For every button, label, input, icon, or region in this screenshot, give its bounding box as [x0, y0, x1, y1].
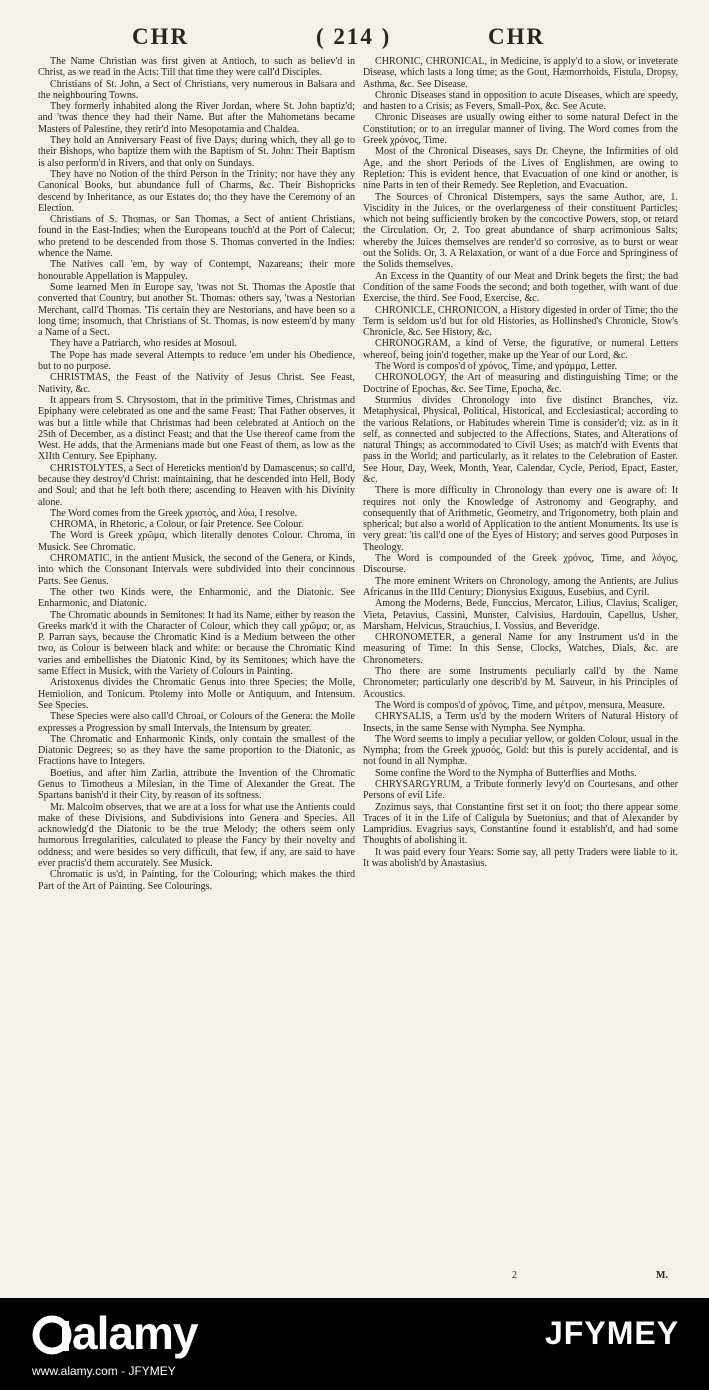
paragraph: The other two Kinds were, the Enharmonic, and the Diatonic. See Enharmonic, and Diatonic.: [38, 586, 355, 610]
entry-christmas: CHRISTMAS, the Feast of the Nativity of Jesus Christ. See Feast, Nativity, &c.: [38, 372, 355, 395]
alamy-logo: [32, 1306, 197, 1360]
paragraph: They have a Patriarch, who resides at Mosoul.: [50, 338, 237, 350]
paragraph: Most of the Chronical Diseases, says Dr. Cheyne, the Infirmities of old Age, and the short Periods of the Lives of Englishmen, are owing to Repletion: This is evident hence, that Evacuation of one kind or another, is nine Parts in ten of their Remedy. See Repletion, and Evacuation.: [363, 146, 678, 192]
paragraph: An Excess in the Quantity of our Meat and Drink begets the first; the bad Condition of the same Foods the second; and both together, with want of due Exercise, the third. See Food, Exercise, &c.: [363, 270, 678, 305]
entry-chrysalis: CHRYSALIS, a Term us'd by the modern Writers of Natural History of Insects, in the same Sense with Nympha. See Nympha.: [363, 711, 678, 734]
paragraph: They have no Notion of the third Person in the Trinity; nor have they any Canonical Books, but abundance full of Charms, &c. Their Bishopricks descend by Inheritance, as our Estates do; tho they have the Ceremony of an Election.: [38, 168, 355, 214]
paragraph: They formerly inhabited along the River Jordan, where St. John baptiz'd; and 'twas thence they had their Name. But after the Mahometans became Masters of Palestine, they retir'd into Mesopotamia and Chaldea.: [38, 101, 355, 135]
paragraph: The Word is compos'd of χρόνος, Time, and γράμμα, Letter.: [375, 361, 618, 373]
paragraph: It was paid every four Years: Some say, all petty Traders were liable to it. It was abolish'd by Anastasius.: [363, 846, 678, 870]
running-header: [0, 24, 709, 54]
entry-christolytes: CHRISTOLYTES, a Sect of Hereticks mention'd by Damascenus; so call'd, because they destroy'd Christ: maintaining, that he descended into Hell, Body and Soul; and that he left both there; ascending to Heaven with his Divinity alone.: [38, 462, 355, 508]
paragraph: There is more difficulty in Chronology than every one is aware of: It requires not only the Knowledge of Astronomy and Geography, and consequently that of Arithmetic, Geometry, and Trigonometry, both plain and spherical; but also a world of Application to the antient Monuments. Its use is very great: 'tis call'd one of the Eyes of History; and serves good Purposes in Theology.: [363, 485, 678, 553]
paragraph: The Word is compounded of the Greek χρόνος, Time, and λόγος, Discourse.: [363, 553, 678, 576]
paragraph: Christians of St. John, a Sect of Christians, very numerous in Balsara and the neighbouring Towns.: [38, 78, 355, 101]
paragraph: Christians of S. Thomas, or San Thomas, a Sect of antient Christians, found in the East-Indies; when the Europeans touch'd at the Port of Calecut; who pretend to be descended from those S. Thomas converted in the Indies: whence the Name.: [38, 214, 355, 260]
paragraph: The Sources of Chronical Distempers, says the same Author, are, 1. Viscidity in the Juices, or the overlargeness of their constituent Particles; which not being sufficiently broken by the concoctive Powers, stop, or retard the Circulation. Or, 2. Too great abundance of sharp acrimonious Salts; whereby the Juices themselves are render'd so corrosive, as to burst or wear out the Solids. Or, 3. A Relaxation, or want of a due Force and Springiness of the Solids themselves.: [363, 191, 678, 271]
paragraph: The Natives call 'em, by way of Contempt, Nazareans; their more honourable Appellation is Mappuley.: [38, 259, 355, 282]
paragraph: They hold an Anniversary Feast of five Days; during which, they all go to their Bishops, who baptize them with the Baptism of St. John: Their Baptism is also perform'd in Rivers, and that only on Sundays.: [38, 135, 355, 169]
entry-chronometer: CHRONOMETER, a general Name for any Instrument us'd in the measuring of Time: In this Sense, Clocks, Watches, Dials, &c. are Chronometers.: [363, 632, 678, 666]
paragraph: Sturmius divides Chronology into five distinct Branches, viz. Metaphysical, Physical, Political, Historical, and Ecclesiastical; according to the various Relations, or Habitudes wherein Time is consider'd; viz. as in it self, as connected and subjected to the Affections, States, and Alterations of natural Things; as accommodated to Civil Uses; as match'd with Events that pass in the World; and particularly, as it relates to the Celebration of Easter. See Hour, Day, Week, Month, Year, Calendar, Cycle, Period, Epact, Easter, &c.: [363, 394, 678, 485]
paragraph: Chronic Diseases stand in opposition to acute Diseases, which are speedy, and hasten to a Crisis; as Fevers, Small-Pox, &c. See Acute.: [363, 89, 678, 113]
paragraph: Aristoxenus divides the Chromatic Genus into three Species; the Molle, Hemiolion, and Tonicum. Ptolemy into Molle or Antiquum, and Intensum. See Species.: [38, 677, 355, 711]
paragraph: The Pope has made several Attempts to reduce 'em under his Obedience, but to no purpose.: [38, 349, 355, 373]
watermark-banner: [0, 1298, 709, 1390]
entry-chronicle: CHRONICLE, CHRONICON, a History digested in order of Time; tho the Term is seldom us'd but for old Histories, as Hollinshed's Chronicle, Stow's Chronicle, &c. See History, &c.: [363, 304, 678, 339]
paragraph: Mr. Malcolm observes, that we are at a loss for what use the Antients could make of these Divisions, and Subdivisions into Genera and Species. All acknowledg'd the Diatonic to be the true Melody; the others seem only humorous Irregularities, calculated to please the Fancy by their novelty and oddness; and were besides so very difficult, that few, if any, are said to have ever practis'd them accurately. See Musick.: [38, 801, 355, 870]
paragraph: The Word is Greek χρῶμα, which literally denotes Colour. Chroma, in Musick. See Chromatic.: [38, 530, 355, 553]
paragraph: Chromatic is us'd, in Painting, for the Colouring; which makes the third Part of the Art of Painting. See Colourings.: [38, 869, 355, 892]
signature-mark: 2: [512, 1270, 517, 1281]
paragraph: The Chromatic abounds in Semitones: It had its Name, either by reason the Greeks mark'd it with the Character of Colour, which they call χρῶμα; or, as P. Parran says, because the Chromatic Kind is a Medium between the other two, as Colour is between black and white: or because the Chromatic Kind varies and embellishes the Diatonic Kind, by its Semitones; which have the same Effect in Musick, with the Variety of Colours in Painting.: [38, 609, 355, 678]
image-code: JFYMEY: [545, 1315, 680, 1351]
paragraph: Some confine the Word to the Nympha of Butterflies and Moths.: [375, 767, 637, 779]
paragraph: Among the Moderns, Bede, Funccius, Mercator, Lilius, Clavius, Scaliger, Vieta, Petavius, Cassini, Munster, Calvisius, Hardouin, Capellus, Usher, Marsham, Helvicus, Strauchius, I. Vossius, and Beveridge.: [363, 598, 678, 632]
entry-chrysargyrum: CHRYSARGYRUM, a Tribute formerly levy'd on Courtesans, and other Persons of evil Life.: [363, 779, 678, 802]
paragraph: It appears from S. Chrysostom, that in the primitive Times, Christmas and Epiphany were celebrated as one and the same Feast: That Father observes, it was but a little while that Christmas had been celebrated at Antioch on the 25th of December, as a distinct Feast; and that the Use thereof came from the West. He adds, that the Armenians made but one Feast of them, as low as the XIIth Century. See Epiphany.: [38, 394, 355, 463]
paragraph: The Word is compos'd of χρόνος, Time, and μέτρον, mensura, Measure.: [375, 699, 665, 711]
entry-chronology: CHRONOLOGY, the Art of measuring and distinguishing Time; or the Doctrine of Epochas, &c. See Time, Epocha, &c.: [363, 372, 678, 395]
entry-chromatic: CHROMATIC, in the antient Musick, the second of the Genera, or Kinds, into which the Consonant Intervals were subdivided into their concinnous Parts. See Genus.: [38, 553, 355, 587]
paragraph: These Species were also call'd Chroai, or Colours of the Genera: the Molle expresses a Progression by small Intervals, the Intensum by greater.: [38, 711, 355, 734]
header-left-word: CHR: [132, 24, 190, 49]
left-column: [38, 56, 355, 1286]
paragraph: The Word seems to imply a peculiar yellow, or golden Colour, usual in the Nympha; from the Greek χρυσός, Gold: but this is purely accidental, and is not found in all Nymphæ.: [363, 733, 678, 768]
paragraph: Boetius, and after him Zarlin, attribute the Invention of the Chromatic Genus to Timotheus a Milesian, in the Time of Alexander the Great. The Spartans banish'd it their City, by reason of its softness.: [38, 767, 355, 802]
entry-chronic: CHRONIC, CHRONICAL, in Medicine, is apply'd to a slow, or inveterate Disease, which lasts a long time; as the Gout, Hæmorrhoids, Fistula, Dropsy, Asthma, &c. See Disease.: [363, 56, 678, 90]
paragraph: The Name Christian was first given at Antioch, to such as believ'd in Christ, as we read in the Acts: Till that time they were call'd Disciples.: [38, 56, 355, 79]
entry-chronogram: CHRONOGRAM, a kind of Verse, the figurative, or numeral Letters whereof, being join'd together, make up the Year of our Lord, &c.: [363, 338, 678, 361]
paragraph: Chronic Diseases are usually owing either to some natural Defect in the Constitution; or to an irregular manner of living. The Word comes from the Greek χρόνος, Time.: [363, 112, 678, 147]
right-column: [363, 56, 678, 1286]
page-number: ( 214 ): [316, 24, 392, 49]
catchword: M.: [656, 1270, 668, 1281]
paragraph: Tho there are some Instruments peculiarly call'd by the Name Chronometer; particularly one describ'd by M. Sauveur, in his Principles of Acoustics.: [363, 666, 678, 700]
alamy-wordmark: alamy: [72, 1307, 198, 1359]
alamy-a-icon: [32, 1315, 72, 1355]
watermark-url: www.alamy.com - JFYMEY: [32, 1364, 176, 1378]
paragraph: The Chromatic and Enharmonic Kinds, only contain the smallest of the Diatonic Degrees; so as they have the same proportion to the Diatonic, as Fractions have to Integers.: [38, 733, 355, 768]
paragraph: Some learned Men in Europe say, 'twas not St. Thomas the Apostle that converted that Country, but another St. Thomas: others say, 'twas a Nestorian Merchant, call'd Thomas. 'Tis certain they are Nestorians, and have been so a long time; insomuch, that Christians of St. Thomas, is now esteem'd by many a Name of a Sect.: [38, 281, 355, 339]
paragraph: The more eminent Writers on Chronology, among the Antients, are Julius Africanus in the IIId Century; Dionysius Exiguus, Eusebius, and Cyril.: [363, 575, 678, 598]
paragraph: The Word comes from the Greek χριστός, and λύω, I resolve.: [50, 507, 298, 519]
paragraph: Zozimus says, that Constantine first set it on foot; tho there appear some Traces of it in the Life of Caligula by Suetonius; and that of Alexander by Lampridius. Evagrius says, Constantine found it establish'd, and had some Thoughts of abolishing it.: [363, 801, 678, 847]
header-right-word: CHR: [488, 24, 546, 49]
entry-chroma: CHROMA, in Rhetoric, a Colour, or fair Pretence. See Colour.: [50, 519, 304, 531]
